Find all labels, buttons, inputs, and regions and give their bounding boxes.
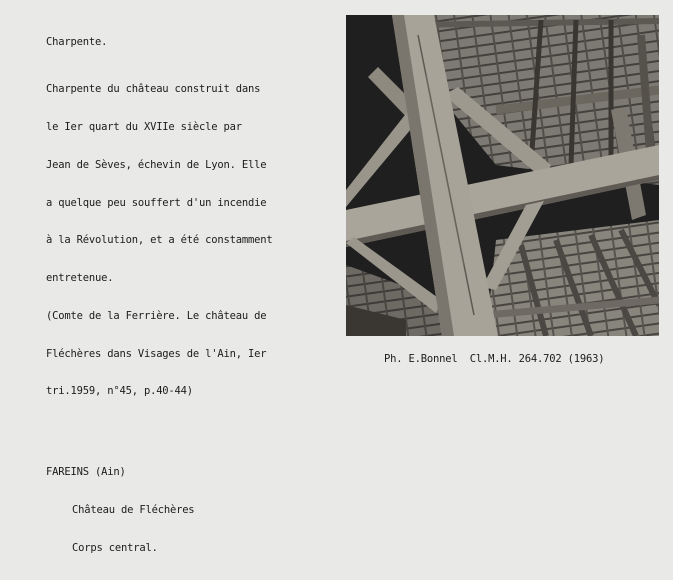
description-line: le Ier quart du XVIIe siècle par: [46, 120, 242, 133]
description-line: Fléchères dans Visages de l'Ain, Ier: [46, 347, 267, 360]
photo-credit: Ph. E.Bonnel Cl.M.H. 264.702 (1963): [384, 353, 605, 365]
building-name: Château de Fléchères: [72, 503, 195, 516]
description-line: Charpente du château construit dans: [46, 83, 261, 96]
roof-framework-photo: [346, 15, 659, 336]
commune-name: FAREINS (Ain): [46, 466, 126, 479]
description-line: tri.1959, n°45, p.40-44): [46, 385, 193, 398]
record-description: [46, 58, 273, 423]
description-line: a quelque peu souffert d'un incendie: [46, 196, 267, 209]
location-block: [46, 441, 194, 580]
record-title: Charpente.: [46, 36, 108, 48]
description-line: à la Révolution, et a été constamment: [46, 234, 273, 247]
photo-illustration: [346, 15, 659, 336]
description-line: entretenue.: [46, 272, 114, 285]
building-part: Corps central.: [72, 541, 158, 554]
description-line: Jean de Sèves, échevin de Lyon. Elle: [46, 158, 267, 171]
description-line: (Comte de la Ferrière. Le château de: [46, 309, 267, 322]
